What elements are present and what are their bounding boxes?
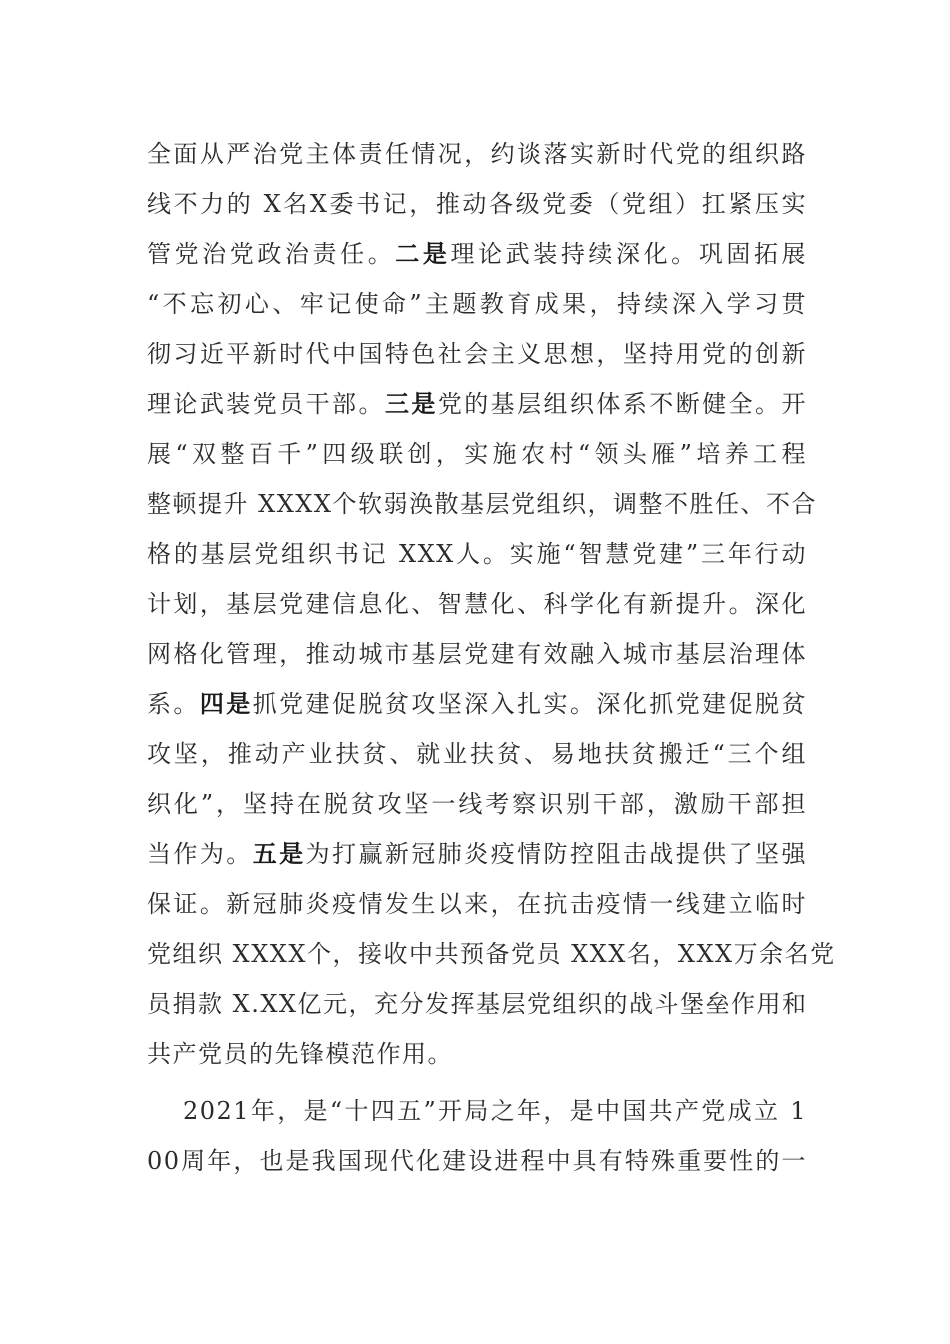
text-run: 织化”，坚持在脱贫攻坚一线考察识别干部，激励干部担 — [147, 790, 807, 818]
bold-heading-run: 五是 — [252, 839, 306, 868]
text-run: 全面从严治党主体责任情况，约谈落实新时代党的组织路 — [147, 140, 807, 168]
paragraph-line — [147, 234, 807, 274]
text-run: 员捐款 X.XX亿元，充分发挥基层党组织的战斗堡垒作用和 — [147, 990, 808, 1018]
paragraph-line — [147, 834, 807, 874]
text-run: 彻习近平新时代中国特色社会主义思想，坚持用党的创新 — [147, 340, 807, 368]
text-run: 攻坚，推动产业扶贫、就业扶贫、易地扶贫搬迁“三个组 — [147, 740, 807, 768]
paragraph-line — [147, 684, 807, 724]
text-run: 管党治党政治责任。 — [147, 240, 396, 268]
text-run: 展“双整百千”四级联创，实施农村“领头雁”培养工程 — [147, 440, 807, 468]
paragraph-line — [147, 784, 807, 824]
paragraph-line — [147, 434, 807, 474]
paragraph-line — [147, 584, 807, 624]
text-run: 党的基层组织体系不断健全。开 — [437, 390, 807, 418]
paragraph-line — [147, 1141, 807, 1181]
bold-heading-run: 二是 — [395, 239, 451, 268]
paragraph-line — [147, 734, 807, 774]
text-run: 党组织 XXXX个，接收中共预备党员 XXX名，XXX万余名党 — [147, 940, 836, 968]
text-run: 整顿提升 XXXX个软弱涣散基层党组织，调整不胜任、不合 — [147, 490, 817, 518]
paragraph-line — [147, 384, 807, 424]
paragraph-line — [147, 184, 807, 224]
text-run: 系。 — [147, 690, 200, 718]
text-run: 抓党建促脱贫攻坚深入扎实。深化抓党建促脱贫 — [252, 690, 807, 718]
text-run: 计划，基层党建信息化、智慧化、科学化有新提升。深化 — [147, 590, 807, 618]
text-run: 为打赢新冠肺炎疫情防控阻击战提供了坚强 — [305, 840, 807, 868]
text-run: 当作为。 — [147, 840, 253, 868]
text-run: 理论武装持续深化。巩固拓展 — [450, 240, 808, 268]
paragraph-line — [147, 484, 817, 524]
paragraph-first-line — [183, 1091, 807, 1131]
paragraph-line — [147, 634, 807, 674]
text-run: 2021年，是“十四五”开局之年，是中国共产党成立 1 — [183, 1097, 807, 1125]
text-run: 00周年，也是我国现代化建设进程中具有特殊重要性的一 — [147, 1147, 807, 1175]
paragraph-line — [147, 934, 836, 974]
text-run: 理论武装党员干部。 — [147, 390, 385, 418]
paragraph-line — [147, 884, 807, 924]
paragraph-line — [147, 984, 807, 1024]
text-run: “不忘初心、牢记使命”主题教育成果，持续深入学习贯 — [147, 290, 807, 318]
paragraph-line — [147, 134, 807, 174]
text-run: 保证。新冠肺炎疫情发生以来，在抗击疫情一线建立临时 — [147, 890, 807, 918]
paragraph-line — [147, 534, 807, 574]
paragraph-line — [147, 284, 807, 324]
text-run: 网格化管理，推动城市基层党建有效融入城市基层治理体 — [147, 640, 807, 668]
text-run: 格的基层党组织书记 XXX人。实施“智慧党建”三年行动 — [147, 540, 807, 568]
paragraph-line — [147, 334, 807, 374]
text-run: 线不力的 X名X委书记，推动各级党委（党组）扛紧压实 — [147, 190, 807, 218]
bold-heading-run: 三是 — [384, 389, 438, 418]
paragraph-last-line — [147, 1034, 807, 1074]
bold-heading-run: 四是 — [199, 689, 253, 718]
text-run: 共产党员的先锋模范作用。 — [147, 1040, 453, 1068]
